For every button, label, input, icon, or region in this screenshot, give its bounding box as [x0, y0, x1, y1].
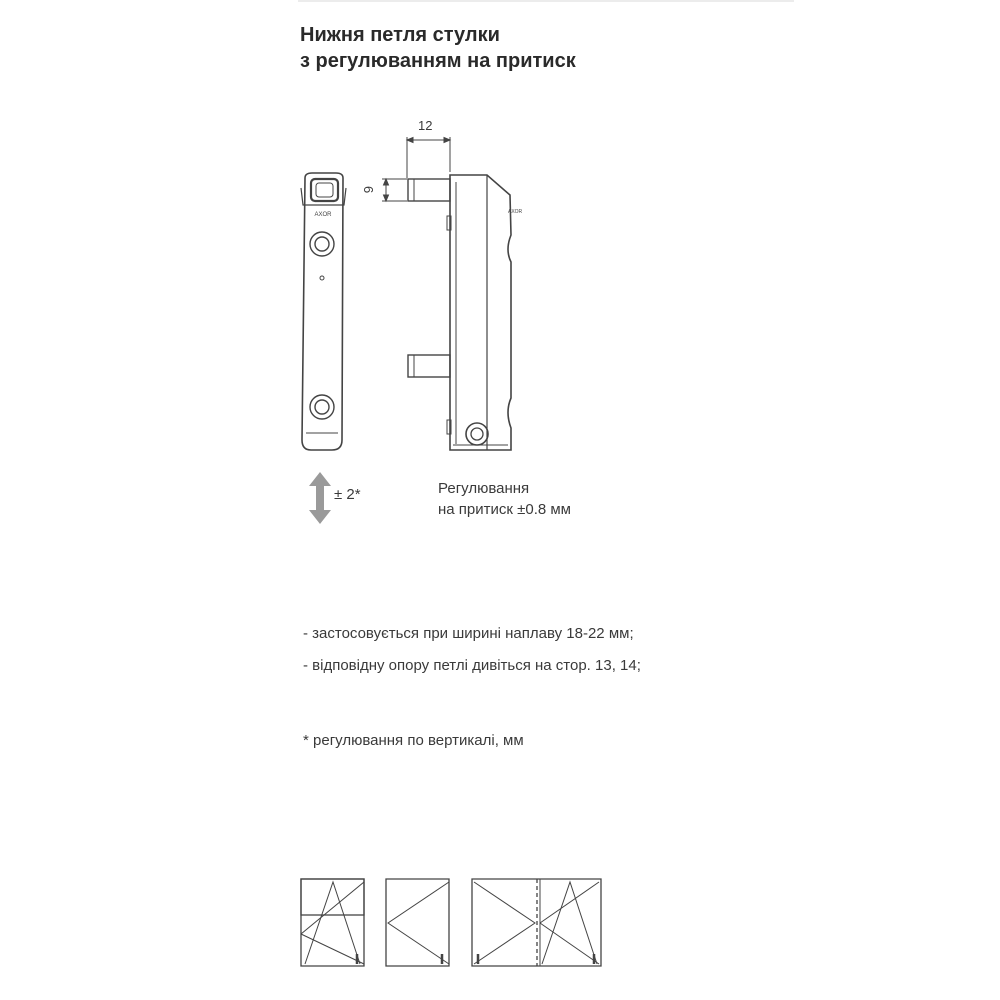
note-bullet-2: - відповідну опору петлі дивіться на стор. 13, 14; [303, 657, 641, 674]
brand-mark-side: AXOR [508, 209, 523, 215]
dimension-height-label: 6 [361, 186, 376, 194]
pressure-adjustment-line-2: на притиск ±0.8 мм [438, 501, 571, 518]
brand-mark-front: AXOR [314, 212, 332, 218]
double-sash-window-icon [472, 879, 601, 966]
dimension-lines [382, 137, 450, 201]
pressure-adjustment-line-1: Регулювання [438, 480, 530, 497]
note-bullet-1: - застосовується при ширині наплаву 18-22 мм; [303, 625, 634, 642]
dimension-width-label: 12 [418, 118, 433, 133]
title-line-2: з регулюванням на притиск [300, 50, 576, 72]
hinge-side-view [408, 175, 511, 450]
vertical-adjustment-arrow [309, 472, 331, 524]
pressure-adjustment-caption [438, 478, 571, 520]
vertical-adjustment-label: ± 2* [334, 486, 361, 503]
footnote: * регулювання по вертикалі, мм [303, 732, 524, 749]
tilt-turn-window-icon [301, 879, 364, 966]
turn-window-icon [386, 879, 449, 966]
title-line-1: Нижня петля стулки [300, 24, 500, 46]
